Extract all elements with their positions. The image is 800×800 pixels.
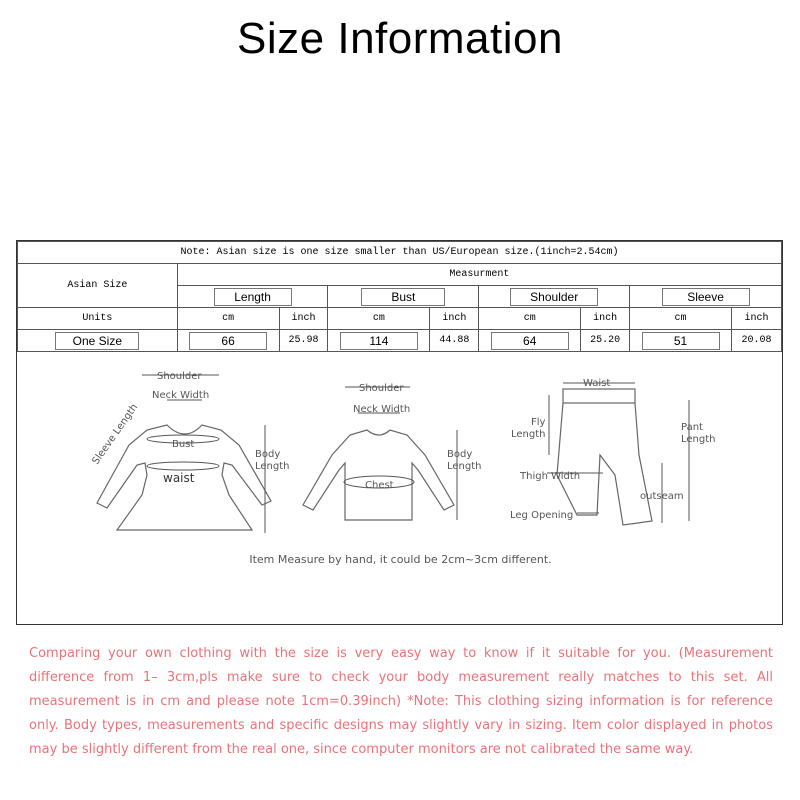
measurement-header: Measurment (177, 264, 781, 286)
dress-sleeve-length-label: Sleeve Length (90, 402, 141, 467)
unit-inch: inch (430, 308, 479, 330)
description-text: Comparing your own clothing with the size is very easy way to know if it suitable for you. (Measurement difference from 1– 3cm,pls make sure to check your body measurement really matches to this set. All measurement is in cm and please note 1cm=0.39inch) *Note: This clothing sizing information is for reference only. Body types, measurements and specific designs may slightly vary in sizing. Item color displayed in photos may be slightly different from the real one, since computer monitors are not calibrated the same way. (29, 646, 773, 757)
shoulder-cm-cell (479, 330, 581, 352)
size-table (17, 241, 782, 352)
dress-shoulder-label: Shoulder (157, 371, 202, 382)
shoulder-label: Shoulder (510, 288, 598, 306)
bust-label: Bust (361, 288, 445, 306)
length-inch-value: 25.98 (279, 330, 328, 352)
sleeve-label: Sleeve (662, 288, 750, 306)
pant-outseam-label: outseam (640, 491, 684, 502)
unit-cm: cm (177, 308, 279, 330)
dress-length-label: Length (255, 461, 290, 472)
shoulder-header (479, 286, 630, 308)
length-label: Length (214, 288, 292, 306)
shoulder-cm-value: 64 (491, 332, 569, 350)
bust-cm-value: 114 (340, 332, 418, 350)
bust-header (328, 286, 479, 308)
pant-waist-label: Waist (583, 378, 611, 389)
measurement-diagrams (17, 355, 782, 550)
unit-inch: inch (732, 308, 782, 330)
pants-diagram (547, 383, 689, 525)
sleeve-cm-value: 51 (642, 332, 720, 350)
unit-inch: inch (279, 308, 328, 330)
top-shoulder-label: Shoulder (359, 383, 404, 394)
length-cm-value: 66 (189, 332, 267, 350)
length-cm-cell (177, 330, 279, 352)
units-label: Units (18, 308, 178, 330)
unit-cm: cm (630, 308, 732, 330)
pant-thigh-width-label: Thigh Width (520, 471, 581, 482)
dress-body-label: Body (255, 449, 281, 460)
pant-fly-length-label: Length (511, 429, 546, 440)
size-value: One Size (55, 332, 139, 350)
pant-leg-opening-label: Leg Opening (510, 510, 574, 521)
pant-fly-label: Fly (531, 417, 546, 428)
unit-inch: inch (581, 308, 630, 330)
top-chest-label: Chest (365, 480, 394, 491)
pant-label: Pant (681, 422, 703, 433)
page-title: Size Information (237, 14, 563, 63)
sleeve-cm-cell (630, 330, 732, 352)
measure-note: Item Measure by hand, it could be 2cm~3cm different. (249, 553, 552, 566)
top-body-label: Body (447, 449, 473, 460)
unit-cm: cm (479, 308, 581, 330)
shoulder-inch-value: 25.20 (581, 330, 630, 352)
dress-neck-width-label: Neck Width (152, 390, 210, 401)
bust-cm-cell (328, 330, 430, 352)
length-header (177, 286, 328, 308)
top-neck-width-label: Neck Width (353, 404, 411, 415)
size-cell (18, 330, 178, 352)
top-length-label: Length (447, 461, 482, 472)
sleeve-header (630, 286, 782, 308)
size-note: Note: Asian size is one size smaller than US/European size.(1inch=2.54cm) (18, 242, 782, 264)
bust-inch-value: 44.88 (430, 330, 479, 352)
size-chart-panel (16, 240, 783, 625)
dress-waist-label: waist (163, 471, 195, 485)
dress-bust-label: Bust (172, 439, 195, 450)
unit-cm: cm (328, 308, 430, 330)
pant-length-label: Length (681, 434, 716, 445)
asian-size-header: Asian Size (18, 264, 178, 308)
sleeve-inch-value: 20.08 (732, 330, 782, 352)
